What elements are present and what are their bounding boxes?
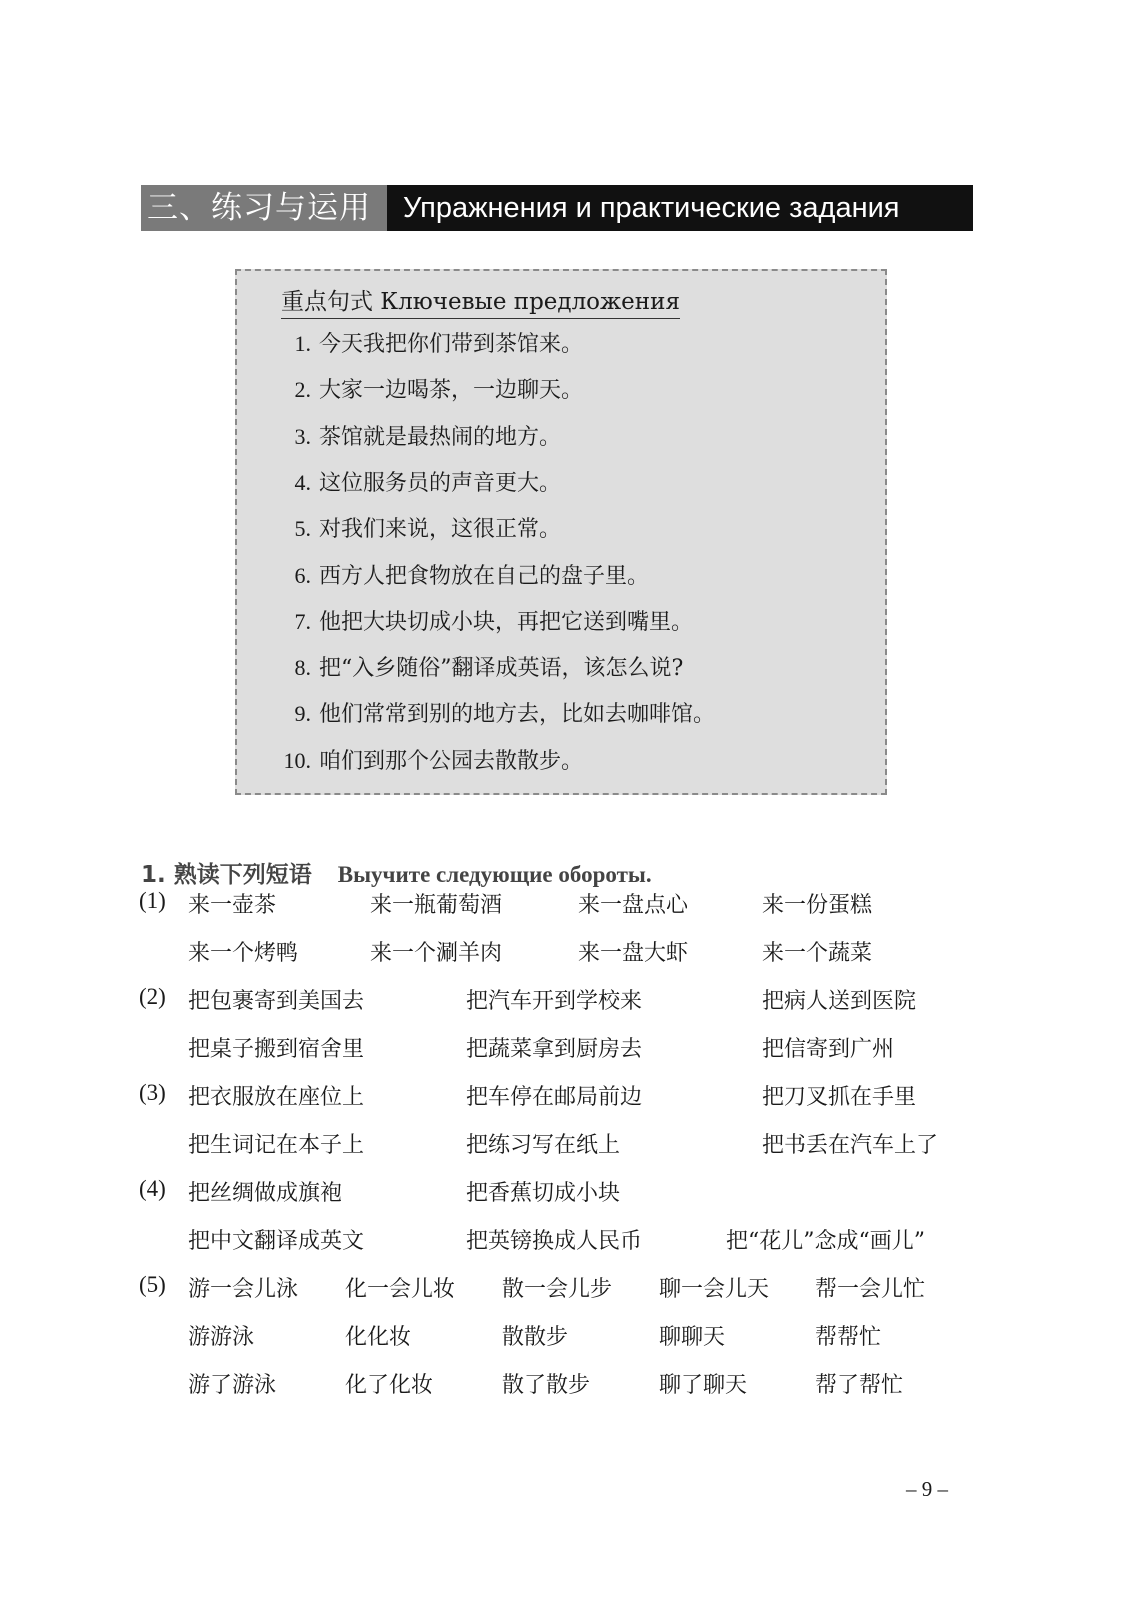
phrase: 散一会儿步 [502,1277,613,1302]
phrase: 来一盘点心 [578,893,689,918]
key-sentence-text: 他把大块切成小块，再把它送到嘴里。 [319,609,694,635]
phrase: 游了游泳 [188,1373,277,1398]
key-sentence [281,744,583,775]
phrase: 聊一会儿天 [659,1277,770,1302]
phrase: 来一瓶葡萄酒 [370,893,503,918]
phrase: 把衣服放在座位上 [188,1085,365,1110]
phrase: 散散步 [502,1325,569,1350]
phrase: 把车停在邮局前边 [466,1085,643,1110]
phrase: 来一个涮羊肉 [370,941,503,966]
phrase: 来一个烤鸭 [188,941,299,966]
phrase: 把汽车开到学校来 [466,989,643,1014]
exercise-1-title [141,856,652,889]
phrase: 来一盘大虾 [578,941,689,966]
phrase: 来一壶茶 [188,893,277,918]
phrase: 散了散步 [502,1373,591,1398]
key-sentence-number: 4. [294,469,311,495]
key-sentence-number: 7. [294,608,311,634]
phrase: 把中文翻译成英文 [188,1229,365,1254]
phrase: 化了化妆 [345,1373,434,1398]
key-sentences-title: 重点句式 Ключевые предложения [281,283,680,319]
phrase: 帮了帮忙 [815,1373,904,1398]
key-sentence-number: 5. [294,516,311,542]
phrase: 来一个蔬菜 [762,941,873,966]
group-label: (1) [139,888,166,913]
group-label: (5) [139,1272,166,1297]
group-label: (2) [139,984,166,1009]
phrase: 游一会儿泳 [188,1277,299,1302]
key-sentences-box [235,269,887,795]
phrase: 把信寄到广州 [762,1037,895,1062]
key-sentence-number: 8. [294,655,311,681]
key-sentence-text: 茶馆就是最热闹的地方。 [319,424,562,450]
section-title-cn: 三、练习与运用 [141,185,387,231]
key-sentence-number: 9. [294,701,311,727]
key-sentence-text: 他们常常到别的地方去，比如去咖啡馆。 [319,702,716,728]
section-title-ru: Упражнения и практические задания [387,185,973,231]
key-sentence [281,605,693,636]
exercise-1-title-cn: 1. 熟读下列短语 [141,862,312,888]
key-sentence-text: 咱们到那个公园去散散步。 [319,748,584,774]
phrase: 化一会儿妆 [345,1277,456,1302]
section-banner [141,185,973,231]
key-sentence-number: 6. [294,562,311,588]
group-label: (4) [139,1176,166,1201]
phrase: 来一份蛋糕 [762,893,873,918]
phrase: 把病人送到医院 [762,989,917,1014]
key-sentence-text: 大家一边喝茶，一边聊天。 [319,378,584,404]
key-sentence [281,466,561,497]
key-sentence-number: 2. [294,377,311,403]
phrase: 帮一会儿忙 [815,1277,926,1302]
key-sentence-number: 1. [294,331,311,356]
phrase: 把生词记在本子上 [188,1133,365,1158]
key-sentence-text: 把“入乡随俗”翻译成英语，该怎么说? [319,656,684,682]
phrase: 聊聊天 [659,1325,726,1350]
key-sentence-text: 对我们来说，这很正常。 [319,517,562,543]
key-sentence-text: 西方人把食物放在自己的盘子里。 [319,563,650,589]
phrase: 把包裹寄到美国去 [188,989,365,1014]
key-sentence-text: 今天我把你们带到茶馆来。 [319,332,584,357]
key-sentence-number: 3. [294,423,311,449]
exercise-1-title-ru: Выучите следующие обороты. [337,862,652,887]
phrase: 把刀叉抓在手里 [762,1085,917,1110]
phrase: 聊了聊天 [659,1373,748,1398]
group-label: (3) [139,1080,166,1105]
key-sentence [281,512,561,543]
page-number: – 9 – [906,1477,948,1501]
phrase: 把“花儿”念成“画儿” [726,1229,925,1254]
phrase: 把丝绸做成旗袍 [188,1181,343,1206]
key-sentence-number: 10. [283,747,311,773]
phrase: 把练习写在纸上 [466,1133,621,1158]
key-sentence [281,420,561,451]
phrase: 把英镑换成人民币 [466,1229,643,1254]
phrase: 把香蕉切成小块 [466,1181,621,1206]
key-sentence-text: 这位服务员的声音更大。 [319,470,562,496]
phrase: 游游泳 [188,1325,255,1350]
phrase: 化化妆 [345,1325,412,1350]
key-sentence [281,559,649,590]
phrase: 把桌子搬到宿舍里 [188,1037,365,1062]
phrase: 把书丢在汽车上了 [762,1133,939,1158]
key-sentence [281,373,583,404]
key-sentence [281,697,715,728]
key-sentence [281,651,683,682]
key-sentence [281,327,583,358]
phrase: 帮帮忙 [815,1325,882,1350]
phrase: 把蔬菜拿到厨房去 [466,1037,643,1062]
